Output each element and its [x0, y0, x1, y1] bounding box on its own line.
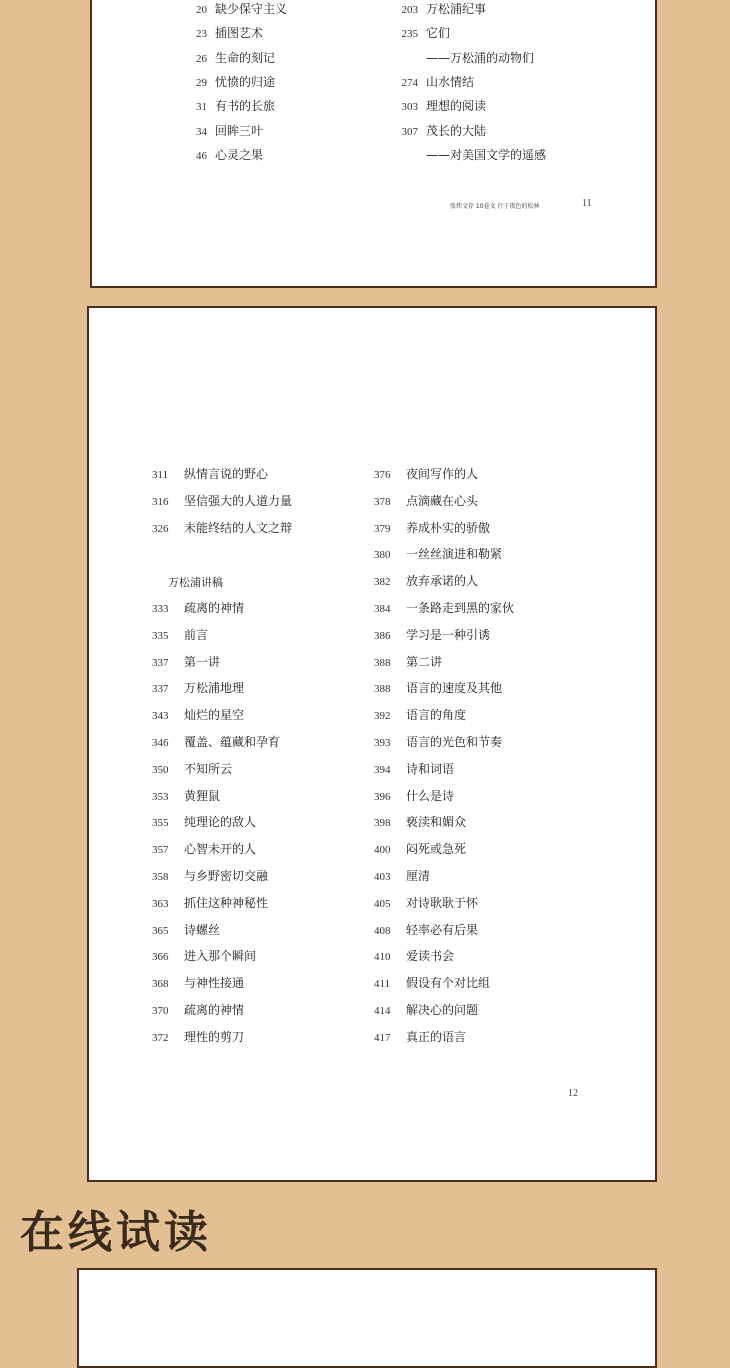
- toc-entry: [392, 25, 450, 42]
- toc-page-number: 365: [152, 924, 169, 937]
- toc-title: 爱读书会: [406, 949, 455, 964]
- toc-title: 闷死或急死: [406, 842, 467, 857]
- toc-title: 与神性接通: [184, 976, 245, 991]
- toc-page-number: 408: [374, 924, 391, 937]
- toc-page-number: 370: [152, 1005, 169, 1017]
- toc-page-number: 394: [374, 763, 391, 776]
- toc-entry: [152, 1002, 244, 1019]
- toc-title: 假设有个对比组: [406, 976, 491, 991]
- page-footer-title: 张炜文存 10卷文 行于夜色的松林: [450, 203, 540, 210]
- toc-page-number: 355: [152, 817, 169, 830]
- toc-title: 第二讲: [406, 654, 443, 669]
- book-page-12: [87, 306, 657, 1182]
- toc-entry: [392, 74, 474, 91]
- toc-title: 有书的长旅: [215, 99, 276, 114]
- toc-title: 一条路走到黑的家伙: [406, 601, 515, 615]
- toc-page-number: 403: [374, 871, 391, 883]
- toc-title: 厘清: [406, 869, 431, 883]
- toc-title: 抓住这种神秘性: [184, 895, 269, 910]
- toc-entry: [374, 600, 514, 617]
- toc-title: 点滴藏在心头: [406, 493, 479, 508]
- toc-title: 进入那个瞬间: [184, 949, 257, 964]
- toc-page-number: 379: [374, 522, 391, 535]
- toc-title: 夜间写作的人: [406, 467, 479, 481]
- toc-entry: [152, 895, 268, 912]
- online-preview-heading: 在线试读: [20, 1207, 212, 1258]
- toc-title: 对诗耿耿于怀: [406, 895, 479, 910]
- toc-title: 纯理论的敌人: [184, 815, 257, 830]
- toc-title: 忧愤的归途: [215, 74, 276, 89]
- toc-title: 心灵之果: [215, 147, 264, 162]
- toc-title: 轻率必有后果: [406, 922, 479, 937]
- toc-title: 坚信强大的人道力量: [184, 493, 293, 508]
- toc-title: 什么是诗: [406, 788, 455, 803]
- toc-entry: [374, 1029, 466, 1046]
- toc-page-number: 384: [374, 603, 391, 615]
- toc-entry: [152, 761, 232, 778]
- toc-page-number: 20: [196, 4, 207, 16]
- toc-page-number: 410: [374, 951, 391, 964]
- toc-title: 茂长的大陆: [426, 123, 487, 138]
- toc-entry: [374, 466, 478, 483]
- toc-page-number: 376: [374, 469, 391, 481]
- toc-page-number: 31: [196, 101, 207, 114]
- toc-title: 诗和词语: [406, 761, 455, 776]
- toc-entry: [374, 627, 490, 644]
- toc-page-number: 380: [374, 549, 391, 562]
- toc-entry: [392, 98, 486, 115]
- toc-title: 疏离的神情: [184, 1003, 245, 1017]
- toc-entry: [152, 868, 268, 885]
- toc-entry: [181, 1, 287, 18]
- toc-entry: [152, 948, 256, 965]
- toc-page-number: 363: [152, 897, 169, 910]
- toc-title: 前言: [184, 627, 209, 642]
- toc-page-number: 303: [401, 101, 418, 114]
- toc-page-number: 388: [374, 656, 391, 669]
- toc-entry: [152, 975, 244, 992]
- toc-page-number: 346: [152, 737, 169, 749]
- toc-title: 缺少保守主义: [215, 2, 288, 16]
- toc-page-number: 396: [374, 790, 391, 803]
- toc-entry: [374, 546, 502, 563]
- toc-entry: [152, 466, 268, 483]
- toc-entry: [152, 520, 292, 537]
- toc-page-number: 350: [152, 763, 169, 776]
- toc-title: 万松浦地理: [184, 681, 245, 696]
- toc-title: 不知所云: [184, 761, 233, 776]
- toc-entry: [374, 814, 466, 831]
- toc-entry: [374, 895, 478, 912]
- toc-entry: [152, 1029, 244, 1046]
- toc-title: 第一讲: [184, 654, 221, 669]
- toc-title: 黄狸鼠: [184, 788, 221, 803]
- toc-entry: [392, 147, 546, 163]
- toc-page-number: 400: [374, 844, 391, 857]
- toc-page-number: 326: [152, 522, 169, 535]
- toc-entry: [374, 868, 430, 885]
- toc-title: ——万松浦的动物们: [426, 50, 535, 65]
- toc-page-number: 414: [374, 1005, 391, 1017]
- toc-page-number: 23: [196, 28, 207, 41]
- toc-entry: [181, 147, 263, 164]
- toc-page-number: 311: [152, 469, 169, 481]
- toc-page-number: 316: [152, 495, 169, 508]
- toc-entry: [181, 74, 275, 91]
- toc-entry: [181, 25, 263, 42]
- toc-title: 放弃承诺的人: [406, 574, 479, 589]
- toc-entry: [374, 841, 466, 858]
- toc-title: 一丝丝演进和勒紧: [406, 547, 503, 562]
- toc-entry: [152, 788, 220, 805]
- toc-entry: [181, 50, 275, 67]
- toc-page-number: 343: [152, 710, 169, 723]
- toc-entry: [374, 707, 466, 724]
- toc-page-number: 372: [152, 1031, 169, 1044]
- page-number: 11: [582, 198, 592, 209]
- toc-page-number: 368: [152, 978, 169, 991]
- toc-page-number: 46: [196, 149, 207, 162]
- toc-page-number: 26: [196, 52, 207, 65]
- toc-page-number: 417: [374, 1031, 391, 1044]
- toc-page-number: 333: [152, 603, 169, 615]
- toc-entry: [374, 948, 454, 965]
- toc-entry: [374, 520, 490, 537]
- toc-title: 纵情言说的野心: [184, 467, 269, 481]
- toc-title: 覆盖、蕴藏和孕育: [184, 735, 281, 749]
- toc-entry: [374, 654, 442, 671]
- toc-entry: [152, 814, 256, 831]
- toc-page-number: 337: [152, 656, 169, 669]
- toc-page-number: 358: [152, 871, 169, 883]
- toc-entry: [152, 734, 280, 751]
- toc-page-number: 335: [152, 629, 169, 642]
- toc-page-number: 353: [152, 790, 169, 803]
- toc-title: 学习是一种引诱: [406, 627, 491, 642]
- toc-entry: [374, 788, 454, 805]
- toc-entry: [374, 1002, 478, 1019]
- toc-title: ——对美国文学的遥感: [426, 147, 547, 162]
- toc-title: 山水情结: [426, 74, 475, 89]
- toc-title: 插图艺术: [215, 26, 264, 41]
- toc-page-number: 34: [196, 125, 207, 138]
- toc-title: 疏离的神情: [184, 601, 245, 615]
- toc-title: 回眸三叶: [215, 123, 264, 138]
- toc-entry: [152, 654, 220, 671]
- toc-page-number: 29: [196, 76, 207, 89]
- toc-entry: [392, 123, 486, 140]
- toc-page-number: 337: [152, 683, 169, 696]
- toc-entry: [181, 123, 263, 140]
- toc-title: 亵渎和媚众: [406, 815, 467, 830]
- toc-entry: [374, 922, 478, 939]
- section-title: 万松浦讲稿: [168, 576, 223, 589]
- toc-entry: [152, 600, 244, 617]
- toc-page-number: 378: [374, 495, 391, 508]
- book-page-11: [90, 0, 657, 288]
- toc-entry: [152, 707, 244, 724]
- toc-title: 理性的剪刀: [184, 1029, 245, 1044]
- toc-title: 语言的光色和节奏: [406, 735, 503, 749]
- toc-entry: [152, 680, 244, 697]
- toc-page-number: 393: [374, 737, 391, 749]
- toc-entry: [152, 922, 220, 939]
- toc-title: 解决心的问题: [406, 1003, 479, 1017]
- book-page-next: [77, 1268, 657, 1368]
- toc-page-number: 386: [374, 629, 391, 642]
- toc-entry: [152, 627, 208, 644]
- toc-title: 真正的语言: [406, 1029, 467, 1044]
- toc-page-number: 398: [374, 817, 391, 830]
- toc-entry: [374, 493, 478, 510]
- toc-title: 心智未开的人: [184, 842, 257, 857]
- toc-title: 万松浦纪事: [426, 2, 487, 16]
- toc-title: 未能终结的人文之辩: [184, 520, 293, 535]
- toc-title: 生命的刻记: [215, 50, 276, 65]
- toc-title: 养成朴实的骄傲: [406, 520, 491, 535]
- toc-page-number: 392: [374, 710, 391, 723]
- toc-entry: [374, 573, 478, 590]
- toc-title: 理想的阅读: [426, 99, 487, 114]
- toc-entry: [152, 841, 256, 858]
- toc-title: 灿烂的星空: [184, 708, 245, 723]
- toc-entry: [374, 680, 502, 697]
- toc-entry: [374, 975, 490, 992]
- toc-title: 语言的速度及其他: [406, 681, 503, 696]
- toc-page-number: 405: [374, 897, 391, 910]
- toc-entry: [392, 1, 486, 18]
- toc-page-number: 388: [374, 683, 391, 696]
- toc-page-number: 357: [152, 844, 169, 857]
- toc-page-number: 366: [152, 951, 169, 964]
- toc-title: 与乡野密切交融: [184, 869, 269, 883]
- toc-entry: [392, 50, 534, 66]
- toc-title: 诗螺丝: [184, 922, 221, 937]
- toc-entry: [152, 493, 292, 510]
- toc-page-number: 411: [374, 978, 391, 991]
- toc-page-number: 307: [401, 125, 418, 138]
- toc-title: 语言的角度: [406, 708, 467, 723]
- toc-entry: [374, 734, 502, 751]
- toc-page-number: 382: [374, 576, 391, 589]
- toc-entry: [181, 98, 275, 115]
- toc-page-number: 274: [401, 76, 418, 89]
- toc-title: 它们: [426, 26, 451, 41]
- page-number: 12: [568, 1088, 578, 1099]
- toc-page-number: 235: [401, 28, 418, 41]
- toc-entry: [374, 761, 454, 778]
- toc-page-number: 203: [401, 4, 418, 16]
